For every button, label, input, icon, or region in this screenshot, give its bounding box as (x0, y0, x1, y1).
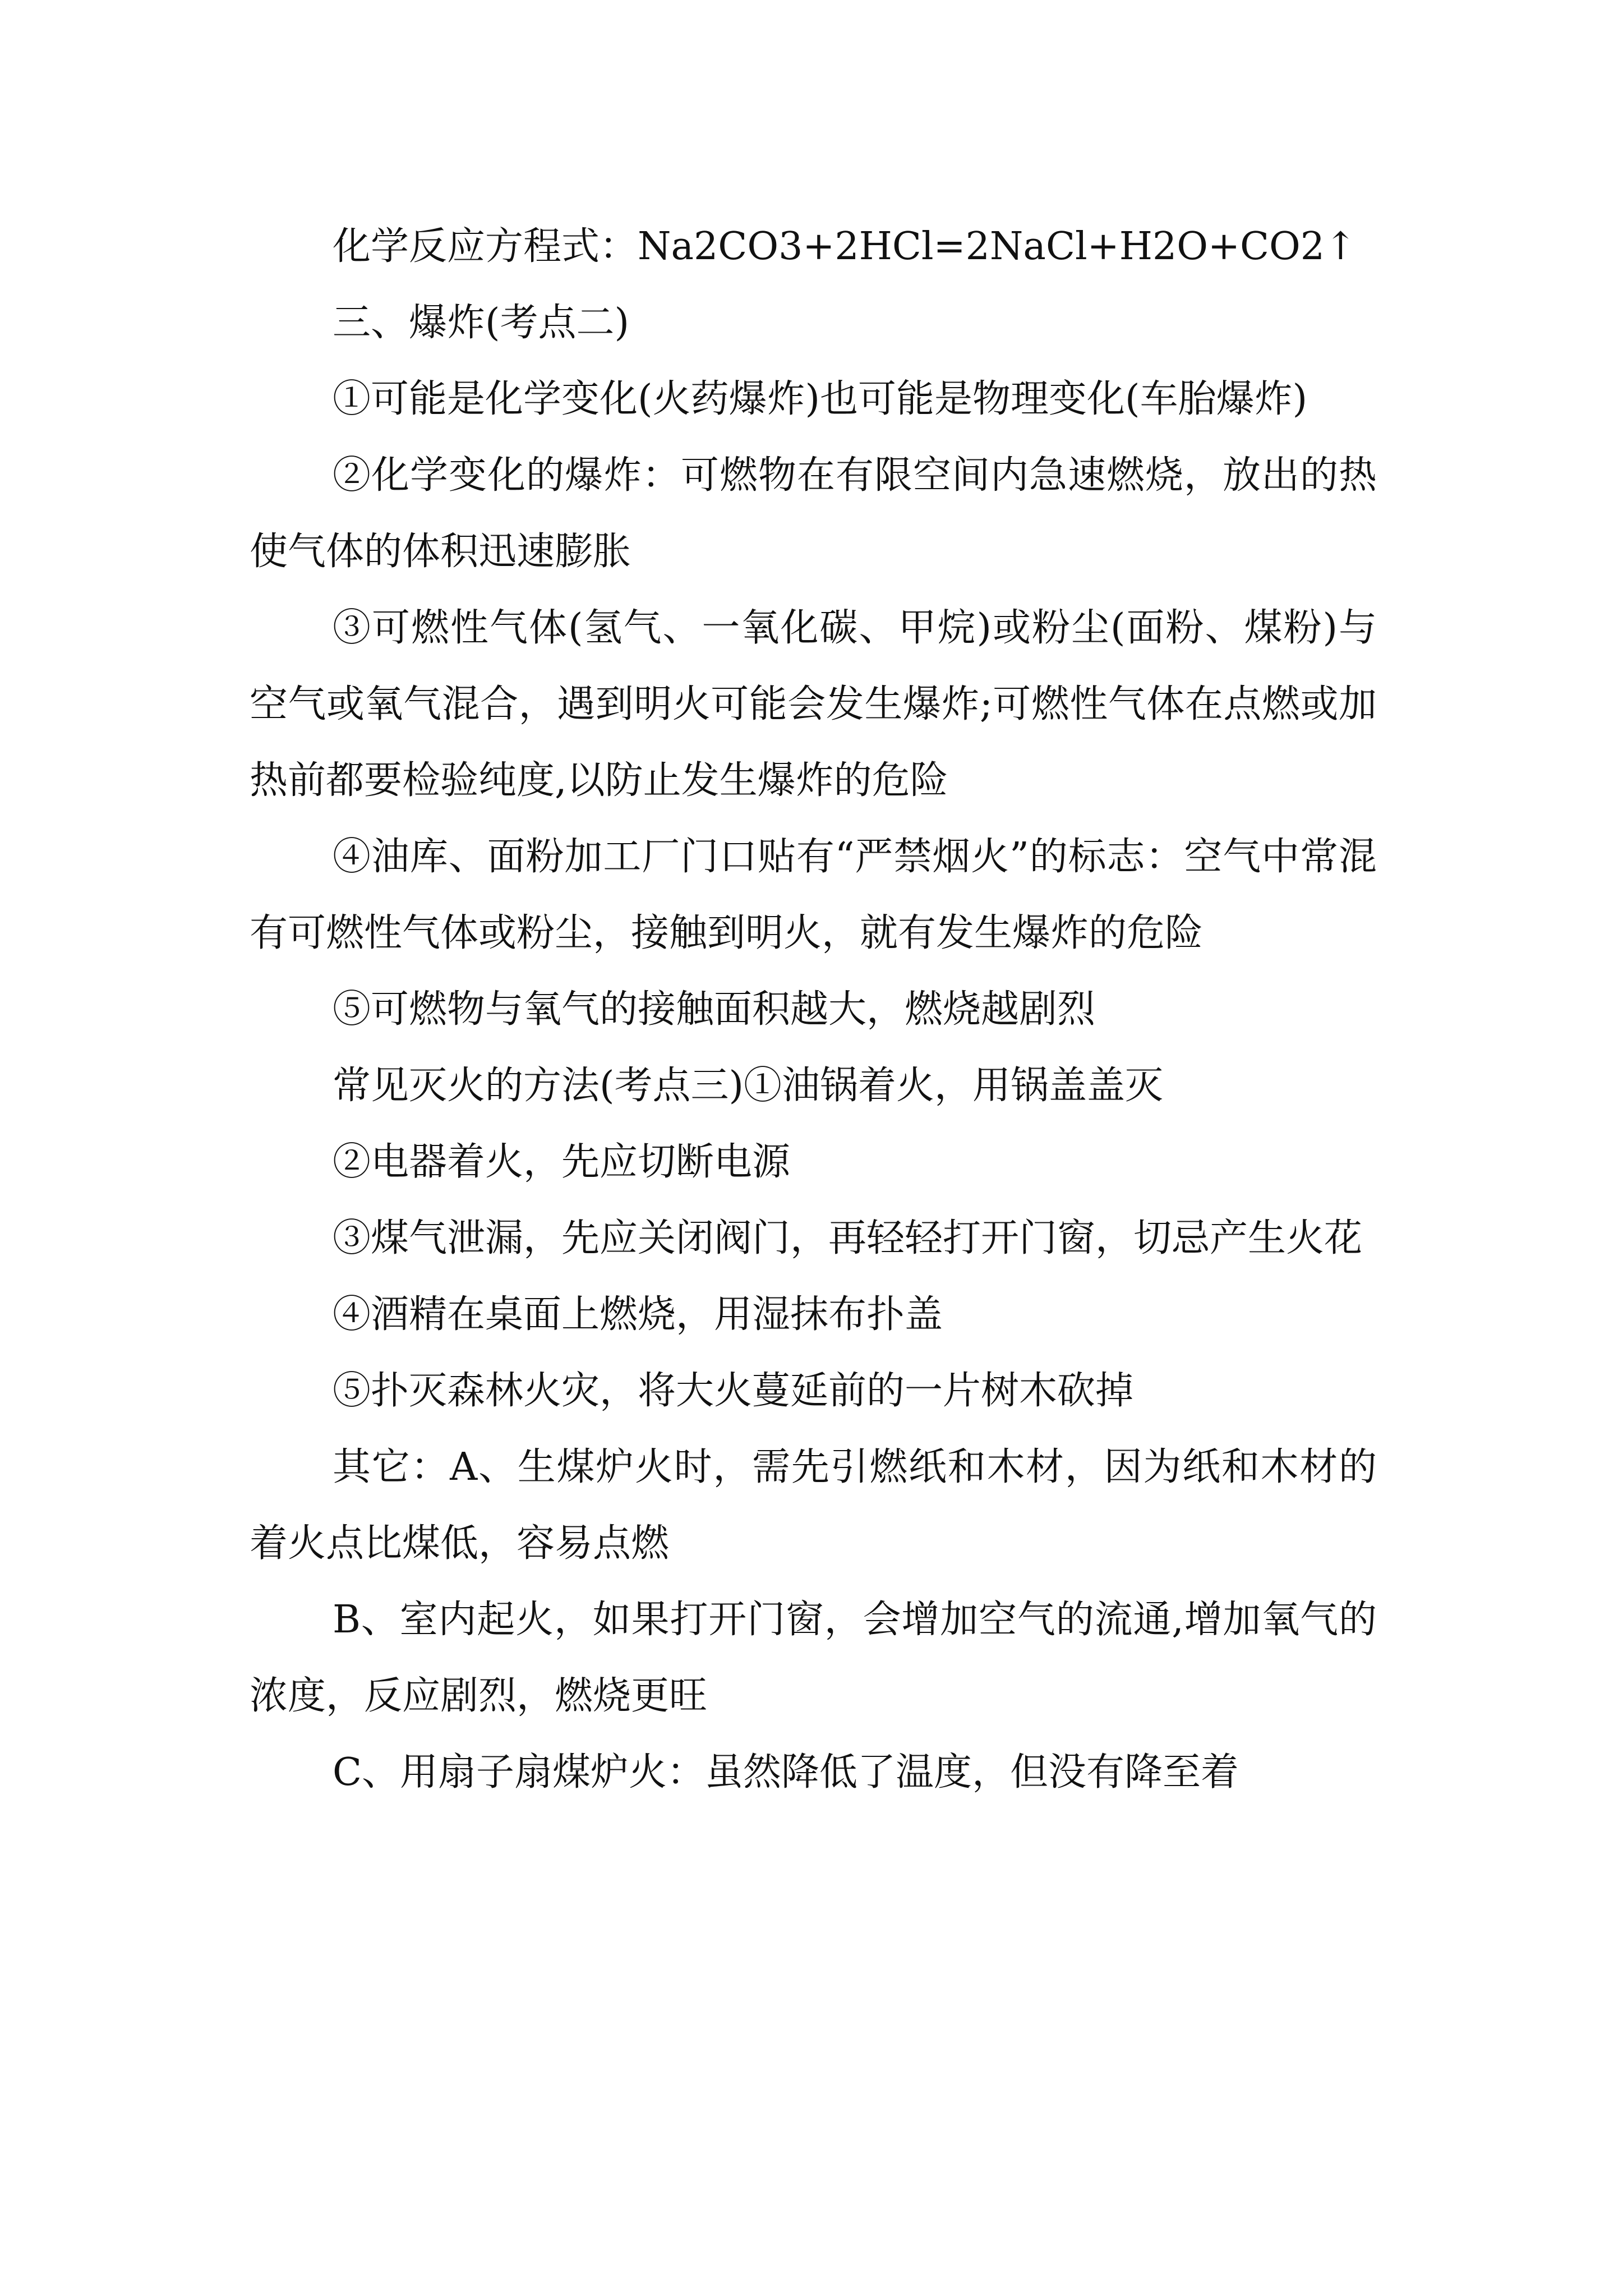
paragraph-other-a: 其它：A、生煤炉火时，需先引燃纸和木材，因为纸和木材的着火点比煤低，容易点燃 (250, 1445, 1377, 1566)
paragraph-extinguish-2: ②电器着火，先应切断电源 (333, 1140, 791, 1184)
paragraph-extinguish-4: ④酒精在桌面上燃烧，用湿抹布扑盖 (333, 1292, 943, 1337)
paragraph-explosion-4: ④油库、面粉加工厂门口贴有“严禁烟火”的标志：空气中常混有可燃性气体或粉尘，接触到明火，就有发生爆炸的危险 (250, 835, 1377, 955)
document-body (250, 209, 1377, 1811)
paragraph-other-c: C、用扇子扇煤炉火：虽然降低了温度，但没有降至着 (333, 1750, 1239, 1795)
paragraph-extinguish-5: ⑤扑灭森林火灾，将大火蔓延前的一片树木砍掉 (333, 1369, 1134, 1413)
paragraph-extinguish-3: ③煤气泄漏，先应关闭阀门，再轻轻打开门窗，切忌产生火花 (333, 1216, 1363, 1260)
paragraph-explosion-3: ③可燃性气体(氢气、一氧化碳、甲烷)或粉尘(面粉、煤粉)与空气或氧气混合，遇到明火可能会发生爆炸;可燃性气体在点燃或加热前都要检验纯度,以防止发生爆炸的危险 (250, 606, 1377, 803)
paragraph-explosion-5: ⑤可燃物与氧气的接触面积越大，燃烧越剧烈 (333, 987, 1096, 1032)
section-heading-explosion: 三、爆炸(考点二) (333, 301, 630, 345)
paragraph-explosion-1: ①可能是化学变化(火药爆炸)也可能是物理变化(车胎爆炸) (333, 377, 1308, 421)
paragraph-extinguish-1: 常见灭火的方法(考点三)①油锅着火，用锅盖盖灭 (333, 1064, 1164, 1108)
paragraph-explosion-2: ②化学变化的爆炸：可燃物在有限空间内急速燃烧，放出的热使气体的体积迅速膨胀 (250, 453, 1377, 574)
paragraph-other-b: B、室内起火，如果打开门窗，会增加空气的流通,增加氧气的浓度，反应剧烈，燃烧更旺 (250, 1598, 1377, 1718)
equation-paragraph: 化学反应方程式：Na2CO3+2HCl=2NaCl+H2O+CO2↑ (333, 224, 1357, 269)
